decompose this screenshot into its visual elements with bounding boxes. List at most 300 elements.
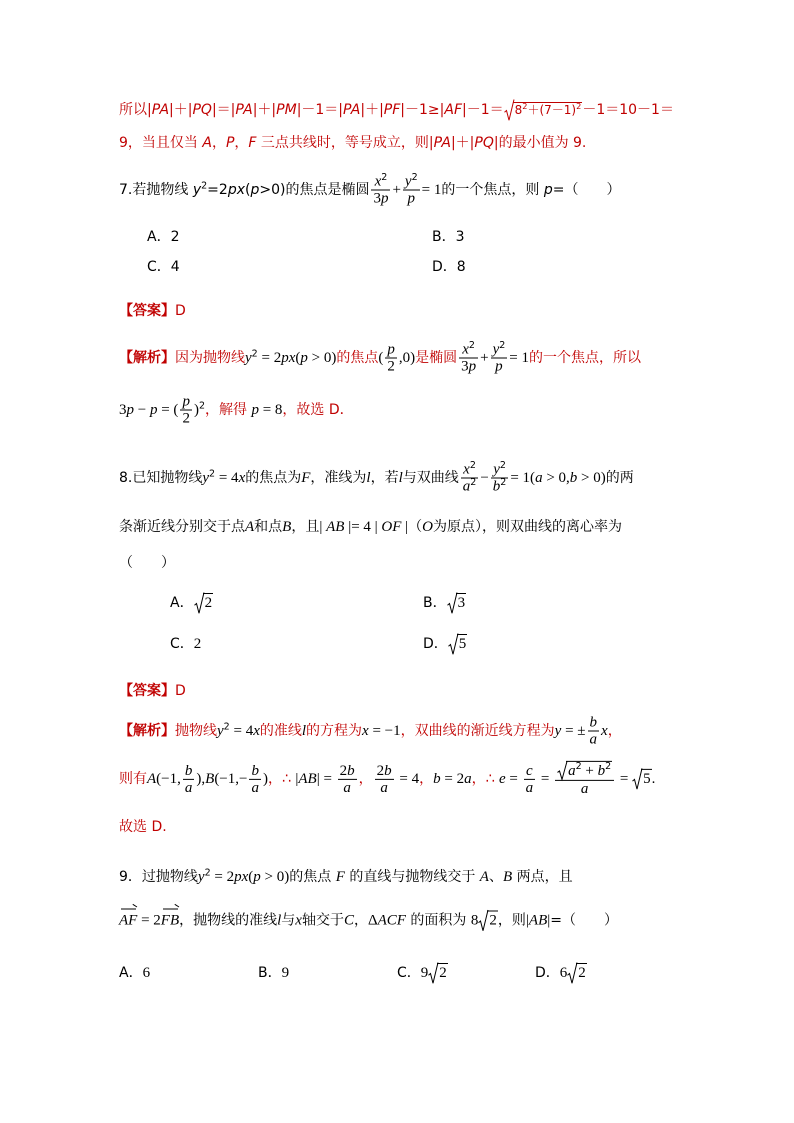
text-run: =（ ）	[552, 182, 621, 198]
fraction	[249, 763, 261, 796]
math-text: |	[319, 519, 327, 535]
radicand	[203, 593, 214, 612]
text-run: B．3	[432, 229, 465, 245]
math-text: = 2	[257, 350, 282, 366]
previous-solution-line-1	[119, 99, 674, 121]
math-variable: l	[277, 912, 282, 929]
text-run: 的焦点	[289, 869, 336, 885]
text-run: －1＝10－1＝	[582, 102, 674, 118]
math-text: = 4	[215, 470, 239, 486]
fraction	[491, 459, 509, 495]
text-run: B．	[423, 595, 447, 611]
text-run: 与双曲线	[402, 470, 459, 486]
math-text: (	[295, 350, 301, 366]
text-run: D	[175, 683, 186, 699]
text-run: 则有	[119, 771, 147, 787]
text-run: ，∴	[267, 771, 296, 787]
text-run: D	[175, 303, 186, 319]
fraction	[371, 171, 390, 207]
text-run: D．	[423, 636, 448, 652]
fraction	[588, 715, 600, 748]
text-run: ，∴	[471, 771, 499, 787]
math-variable: a	[589, 731, 598, 748]
italic-symbol: PM	[276, 102, 297, 118]
math-variable: b	[347, 762, 355, 779]
math-text: ,0)	[398, 350, 416, 366]
text-run: 为原点），则双曲线的离心率为	[433, 519, 623, 535]
math-variable: b	[492, 478, 501, 495]
text-run: ＋(7－1)	[527, 103, 577, 117]
radicand	[456, 593, 467, 612]
superscript: 2	[204, 867, 211, 879]
math-variable: a	[568, 762, 576, 779]
text-run: 的准线	[259, 723, 302, 739]
math-text: 2	[204, 595, 213, 611]
math-text: 6	[142, 965, 151, 981]
fraction	[180, 394, 192, 427]
text-run: B．	[258, 965, 282, 981]
math-text: 3	[457, 595, 466, 611]
math-variable: x	[253, 723, 260, 739]
math-variable: p	[387, 341, 395, 358]
math-variable: OF	[381, 519, 402, 535]
math-text: .	[651, 771, 656, 787]
math-text: = ±	[561, 723, 586, 739]
math-variable: O	[422, 519, 434, 535]
text-run: 、	[488, 869, 503, 885]
math-text: )	[262, 771, 268, 787]
text-run: ，若	[370, 470, 399, 486]
fraction-denominator	[385, 358, 397, 375]
math-text: = 8	[258, 402, 283, 418]
text-run: ，则	[497, 912, 526, 929]
fraction-numerator	[385, 342, 397, 358]
math-variable: C	[343, 912, 354, 929]
italic-symbol: F	[248, 135, 257, 151]
superscript: 2	[469, 459, 476, 471]
math-text: = −1	[368, 723, 401, 739]
text-run: 所以|	[119, 102, 152, 118]
text-run: 的方程为	[306, 723, 363, 739]
fraction-denominator	[403, 190, 420, 207]
math-text: > 0)	[307, 350, 337, 366]
square-root	[448, 633, 468, 655]
math-text: 9	[420, 965, 429, 981]
question-8-stem-line-2	[119, 516, 622, 538]
math-variable: l	[398, 470, 403, 486]
radicand	[457, 634, 468, 653]
math-variable: x	[238, 470, 246, 486]
math-text: 5	[643, 771, 651, 787]
radical-sign	[448, 633, 458, 655]
math-text: = 4	[229, 723, 254, 739]
square-root	[194, 592, 214, 614]
fraction	[183, 763, 195, 796]
question-7-analysis-line-2	[119, 394, 354, 427]
superscript: 2	[605, 761, 612, 773]
math-text: = 4	[395, 771, 420, 787]
superscript: 2	[381, 171, 388, 183]
math-variable: B	[502, 869, 513, 885]
math-text: 5	[458, 636, 467, 652]
question-7-option-b	[432, 226, 465, 248]
text-run: |的最小值为 9.	[493, 135, 587, 151]
text-run: |－1≥|	[400, 102, 445, 118]
math-variable: y	[217, 723, 224, 739]
fraction	[459, 339, 478, 375]
radical-sign	[567, 962, 577, 984]
fraction	[491, 339, 508, 375]
math-text: > 0)	[260, 869, 290, 885]
math-variable: A	[245, 519, 255, 535]
superscript: 2	[499, 339, 506, 351]
question-8-analysis-line-1	[119, 715, 622, 748]
math-variable: x	[374, 173, 382, 190]
italic-symbol: PQ	[474, 135, 494, 151]
question-7-option-a	[147, 226, 179, 248]
math-variable: y	[245, 350, 252, 366]
text-run: 9．过抛物线	[119, 869, 198, 885]
math-variable: a	[251, 779, 259, 796]
italic-symbol: AF	[444, 102, 463, 118]
math-variable: y	[554, 723, 562, 739]
fraction-denominator	[588, 731, 600, 748]
math-variable: p	[253, 869, 261, 885]
math-text: ),	[196, 771, 206, 787]
italic-symbol: px	[227, 182, 245, 198]
text-run: C．4	[147, 259, 180, 275]
text-run: A．	[170, 595, 194, 611]
math-variable: px	[281, 350, 296, 366]
math-variable: y	[404, 173, 412, 190]
section-label: 【解析】	[119, 723, 175, 739]
math-variable: b	[251, 762, 259, 779]
question-8-answer	[119, 680, 186, 702]
section-label: 【答案】	[119, 303, 175, 319]
math-variable: x	[362, 723, 369, 739]
fraction-denominator	[524, 779, 536, 796]
fraction-numerator	[491, 339, 508, 358]
math-variable: p	[149, 402, 158, 418]
text-run: ，	[358, 771, 373, 787]
fraction-denominator	[249, 779, 261, 796]
superscript: 2	[575, 761, 582, 773]
question-7-analysis-line-1	[119, 339, 642, 375]
math-text: (−1,	[156, 771, 181, 787]
question-8-option-c	[170, 633, 201, 655]
italic-symbol: PA	[433, 135, 451, 151]
fraction-numerator	[403, 171, 420, 190]
question-9-stem-line-1	[119, 866, 573, 888]
math-text: −	[134, 402, 150, 418]
text-run: 的一个焦点，则	[441, 182, 544, 198]
math-text: 2	[578, 965, 586, 981]
text-run: ，准线为	[310, 470, 367, 486]
math-variable: a	[464, 771, 472, 787]
math-text: +	[480, 350, 489, 366]
square-root	[632, 768, 652, 790]
math-variable: p	[495, 358, 503, 375]
square-root	[557, 761, 612, 780]
math-variable: a	[535, 470, 543, 486]
math-variable: B	[282, 519, 292, 535]
math-text: 2	[182, 410, 190, 427]
text-run: ，且	[291, 519, 320, 535]
fraction-denominator	[555, 780, 614, 797]
math-text: 2	[339, 762, 348, 779]
math-variable: B	[205, 771, 215, 787]
question-8-option-b	[423, 592, 466, 614]
math-variable: x	[601, 723, 608, 739]
question-7-option-c	[147, 256, 180, 278]
text-run: ，	[211, 135, 226, 151]
math-variable: l	[301, 723, 307, 739]
superscript: 2	[500, 476, 507, 488]
math-text: 2	[439, 965, 447, 981]
question-9-option-b	[258, 962, 289, 984]
text-run: 轴交于	[301, 912, 344, 929]
question-9-option-d	[535, 962, 587, 984]
italic-symbol: A	[202, 135, 212, 151]
math-variable: a	[525, 779, 534, 796]
question-8-option-a	[170, 592, 213, 614]
italic-symbol: p	[543, 182, 553, 198]
fraction-denominator	[375, 779, 394, 796]
math-variable: a	[462, 478, 471, 495]
math-text: = 1	[509, 350, 530, 366]
fraction	[555, 761, 614, 797]
text-run: ，	[419, 771, 434, 787]
superscript: 2	[522, 101, 528, 112]
math-variable: a	[380, 779, 388, 796]
fraction-numerator	[588, 715, 600, 731]
math-variable: p	[407, 190, 416, 207]
math-text: 3	[461, 358, 469, 375]
vector-label: AF	[119, 912, 138, 929]
math-text: = 2	[210, 869, 235, 885]
math-variable: a	[580, 781, 589, 798]
math-text: = 2	[440, 771, 465, 787]
question-8-stem-line-3	[119, 552, 175, 574]
text-run: 抛物线	[175, 723, 217, 739]
math-variable: y	[197, 869, 205, 885]
text-run: 9，当且仅当	[119, 135, 203, 151]
text-run: 的焦点	[336, 350, 379, 366]
math-variable: a	[343, 779, 351, 796]
fraction-numerator	[249, 763, 261, 779]
math-text: > 0,	[542, 470, 570, 486]
math-text: = 2	[137, 912, 161, 929]
math-text: Δ	[367, 912, 378, 929]
math-variable: p	[300, 350, 308, 366]
math-variable: y	[202, 470, 210, 486]
math-variable: AB	[528, 912, 548, 929]
math-text: 8	[470, 912, 479, 929]
math-text: > 0)	[577, 470, 606, 486]
vector-label: FB	[160, 912, 180, 929]
radicand	[641, 769, 652, 788]
text-run: =（ ）	[550, 912, 618, 929]
text-run: 故选 D.	[119, 819, 167, 835]
math-text: = 1(	[510, 470, 536, 486]
math-variable: F	[301, 470, 311, 486]
text-run: |＝|	[211, 102, 236, 118]
radical-sign	[428, 962, 438, 984]
math-variable: x	[295, 912, 302, 929]
math-text: 3	[119, 402, 127, 418]
fraction	[385, 342, 397, 375]
math-variable: l	[366, 470, 371, 486]
italic-symbol: PF	[383, 102, 401, 118]
text-run: 是椭圆	[415, 350, 458, 366]
question-9-option-c	[397, 962, 448, 984]
text-run: ，抛物线的准线	[179, 912, 278, 929]
fraction-numerator	[555, 761, 614, 780]
fraction-numerator	[180, 394, 192, 410]
math-variable: A	[147, 771, 157, 787]
radical-sign	[557, 761, 567, 780]
vector	[161, 905, 179, 932]
superscript: 2	[198, 400, 205, 412]
math-text: 9	[281, 965, 290, 981]
radical-sign	[478, 910, 488, 932]
fraction-numerator	[491, 459, 509, 478]
math-variable: p	[251, 402, 259, 418]
question-8-option-d	[423, 633, 467, 655]
text-run: |－1＝|	[296, 102, 344, 118]
question-7-answer	[119, 300, 186, 322]
text-run: 两点，且	[512, 869, 573, 885]
math-variable: e	[498, 771, 506, 787]
text-run: 8.已知抛物线	[119, 470, 203, 486]
math-text: +	[581, 762, 598, 779]
question-7-option-d	[432, 256, 466, 278]
math-variable: b	[569, 470, 578, 486]
math-text: |	[547, 912, 551, 929]
math-text: |= 4 |	[344, 519, 382, 535]
question-9-option-a	[119, 962, 150, 984]
square-root	[447, 592, 467, 614]
italic-symbol: p	[250, 182, 260, 198]
italic-symbol: y	[192, 182, 202, 198]
math-variable: b	[597, 762, 606, 779]
vector	[119, 905, 137, 932]
question-8-analysis-line-2	[119, 761, 655, 797]
square-root	[504, 99, 583, 121]
math-variable: F	[335, 869, 345, 885]
math-text: 2	[387, 358, 395, 375]
fraction	[338, 763, 357, 796]
math-variable: a	[184, 779, 193, 796]
superscript: 2	[411, 171, 418, 183]
text-run: C．	[170, 636, 194, 652]
fraction	[375, 763, 394, 796]
math-variable: ACF	[377, 912, 406, 929]
text-run: C．	[397, 965, 421, 981]
math-variable: b	[433, 771, 441, 787]
radicand	[576, 963, 587, 982]
math-text: = 1	[421, 182, 442, 198]
text-run: 因为抛物线	[175, 350, 245, 366]
math-text: 2	[489, 912, 497, 929]
text-run: 的一个焦点，所以	[529, 350, 642, 366]
text-run: |＋|	[360, 102, 384, 118]
fraction	[461, 459, 479, 495]
text-run: |＋|	[252, 102, 277, 118]
text-run: （ ）	[119, 555, 175, 571]
math-variable: p	[380, 190, 389, 207]
math-variable: b	[384, 762, 392, 779]
math-variable: x	[462, 341, 469, 358]
math-text: (	[378, 350, 384, 366]
math-text: )	[193, 402, 199, 418]
fraction	[524, 763, 536, 796]
math-text: 2	[193, 636, 202, 652]
math-text: (−1,−	[214, 771, 248, 787]
text-run: |－1＝	[462, 102, 504, 118]
text-run: A．	[119, 965, 143, 981]
superscript: 2	[470, 476, 477, 488]
math-text: 3	[373, 190, 381, 207]
radical-sign	[194, 592, 204, 614]
math-text: (	[248, 869, 254, 885]
text-run: ，双曲线的渐近线方程为	[400, 723, 555, 739]
superscript: 2	[576, 101, 582, 112]
text-run: 和点	[254, 519, 283, 535]
math-variable: px	[234, 869, 249, 885]
fraction-denominator	[459, 358, 478, 375]
text-run: ，故选 D．	[282, 402, 354, 418]
math-text: = (	[157, 402, 179, 418]
previous-solution-line-2	[119, 132, 586, 154]
superscript: 2	[468, 339, 475, 351]
square-root	[478, 910, 498, 932]
fraction-numerator	[183, 763, 195, 779]
superscript: 2	[251, 348, 258, 360]
italic-symbol: PQ	[192, 102, 212, 118]
question-7-stem	[119, 171, 621, 207]
fraction-numerator	[338, 763, 357, 779]
radical-sign	[632, 768, 642, 790]
text-run: 条渐近线分别交于点	[119, 519, 245, 535]
radicand	[513, 102, 583, 118]
math-text: −	[480, 470, 489, 486]
text-run: 8	[514, 103, 523, 117]
fraction-denominator	[338, 779, 357, 796]
math-text: =	[616, 771, 633, 787]
fraction-denominator	[371, 190, 390, 207]
text-run: =2	[207, 182, 228, 198]
fraction-numerator	[459, 339, 478, 358]
radicand	[487, 911, 498, 930]
math-text: |	[295, 771, 299, 787]
superscript: 2	[201, 180, 208, 192]
superscript: 2	[209, 468, 216, 480]
square-root	[428, 962, 448, 984]
text-run: D．	[535, 965, 560, 981]
question-9-stem-line-2	[119, 905, 618, 932]
section-label: 【答案】	[119, 683, 175, 699]
math-variable: x	[463, 461, 470, 478]
text-run: 三点共线时，等号成立，则|	[256, 135, 434, 151]
text-run: （	[408, 519, 423, 535]
text-run: ，	[234, 135, 249, 151]
italic-symbol: PA	[343, 102, 361, 118]
question-8-stem-line-1	[119, 459, 634, 495]
radical-sign	[504, 99, 514, 121]
square-root	[567, 962, 587, 984]
italic-symbol: P	[225, 135, 235, 151]
